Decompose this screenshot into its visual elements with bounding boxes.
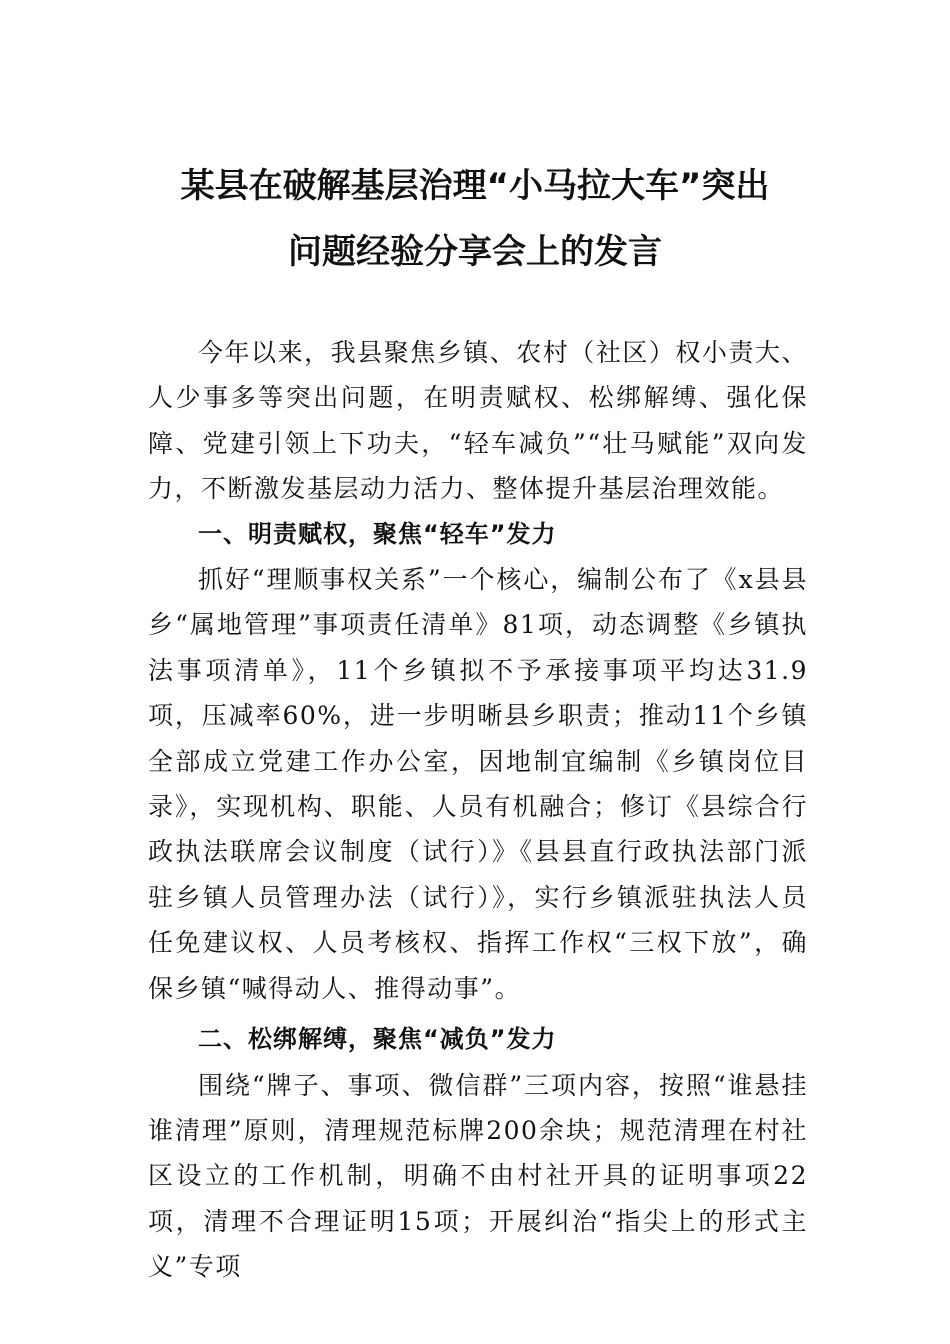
section-1-paragraph: 抓好“理顺事权关系”一个核心，编制公布了《x县县乡“属地管理”事项责任清单》81项，动态调整《乡镇执法事项清单》，11个乡镇拟不予承接事项平均达31.9项，压减率60%，进一步明晰县乡职责；推动11个乡镇全部成立党建工作办公室，因地制宜编制《乡镇岗位目录》，实现机构、职能、人员有机融合；修订《县综合行政执法联席会议制度（试行）》《县县直行政执法部门派驻乡镇人员管理办法（试行）》，实行乡镇派驻执法人员任免建议权、人员考核权、指挥工作权“三权下放”，确保乡镇“喊得动人、推得动事”。 [148, 565, 808, 1003]
section-2-heading: 二、松绑解缚，聚焦“减负”发力 [198, 1025, 557, 1054]
section-2-paragraph: 围绕“牌子、事项、微信群”三项内容，按照“谁悬挂谁清理”原则，清理规范标牌200余块；规范清理在村社区设立的工作机制，明确不由村社开具的证明事项22项，清理不合理证明15项；开展纠治“指尖上的形式主义”专项 [148, 1070, 808, 1282]
document-body [148, 330, 808, 1290]
document-title-line-1: 某县在破解基层治理“小马拉大车”突出 [180, 166, 770, 206]
section-1-heading: 一、明责赋权，聚焦“轻车”发力 [198, 519, 557, 548]
intro-paragraph: 今年以来，我县聚焦乡镇、农村（社区）权小责大、人少事多等突出问题，在明责赋权、松绑解缚、强化保障、党建引领上下功夫，“轻车减负”“壮马赋能”双向发力，不断激发基层动力活力、整体提升基层治理效能。 [148, 338, 808, 504]
document-title-line-2: 问题经验分享会上的发言 [288, 232, 662, 272]
